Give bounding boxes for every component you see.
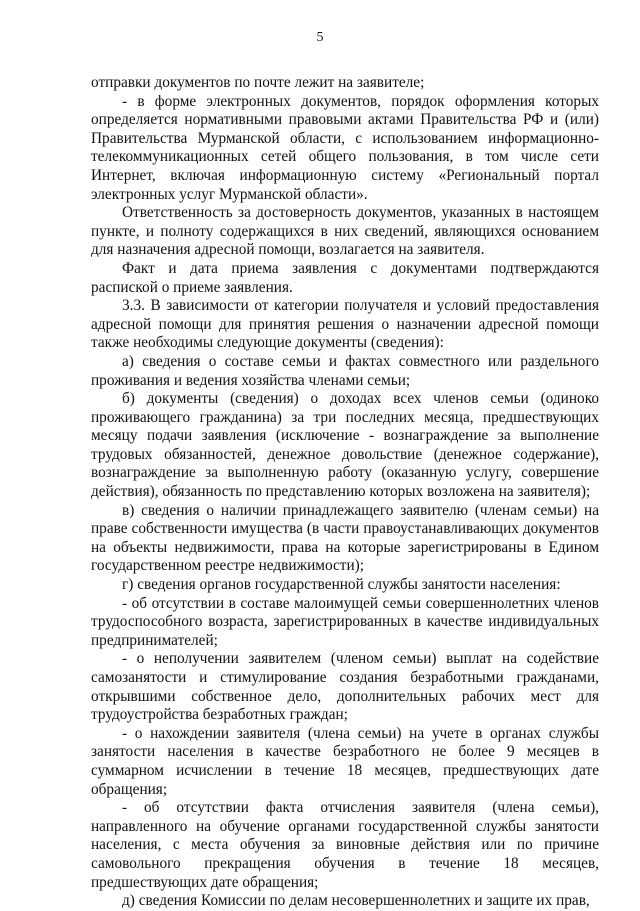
paragraph: а) сведения о составе семьи и фактах совместного или раздельного проживания и ведения хозяйства членами семьи;	[91, 352, 599, 389]
paragraph: 3.3. В зависимости от категории получателя и условий предоставления адресной помощи для принятия решения о назначении адресной помощи также необходимы следующие документы (сведения):	[91, 297, 599, 352]
paragraph: - о неполучении заявителем (членом семьи) выплат на содействие самозанятости и стимулирование создания безработными гражданами, открывшими собственное дело, дополнительных рабочих мест для трудоустройства безработных граждан;	[91, 650, 599, 724]
paragraph: отправки документов по почте лежит на заявителе;	[91, 74, 425, 91]
paragraph: в) сведения о наличии принадлежащего заявителю (членам семьи) на праве собственности имущества (в части правоустанавливающих документов на объекты недвижимости, права на которые зарегистрированы в Едином государственном реестре недвижимости);	[91, 501, 599, 575]
paragraph: Ответственность за достоверность документов, указанных в настоящем пункте, и полноту содержащихся в них сведений, являющихся основанием для назначения адресной помощи, возлагается на заявителя.	[91, 204, 599, 259]
paragraph: д) сведения Комиссии по делам несовершеннолетних и защите их прав,	[122, 892, 590, 910]
paragraph: - в форме электронных документов, порядок оформления которых определяется нормативными правовыми актами Правительства РФ и (или) Правительства Мурманской области, с использованием информационно-телекоммуникационных сетей общего пользования, в том числе сети Интернет, включая информационную систему «Региональный портал электронных услуг Мурманской области».	[91, 92, 599, 203]
paragraph: - об отсутствии в составе малоимущей семьи совершеннолетних членов трудоспособного возраста, зарегистрированных в качестве индивидуальных предпринимателей;	[91, 594, 599, 649]
paragraph: б) документы (сведения) о доходах всех членов семьи (одиноко проживающего гражданина) за три последних месяца, предшествующих месяцу подачи заявления (исключение - вознаграждение за выполнение трудовых обязанностей, денежное довольствие (денежное содержание), вознаграждение за выполненную работу (оказанную услугу, совершение действия), обязанность по представлению которых возложена на заявителя);	[91, 390, 599, 501]
document-body	[91, 74, 599, 911]
paragraph: Факт и дата приема заявления с документами подтверждаются распиской о приеме заявления.	[91, 259, 599, 296]
page-number: 5	[316, 30, 324, 45]
paragraph: - о нахождении заявителя (члена семьи) на учете в органах службы занятости населения в качестве безработного не более 9 месяцев в суммарном исчислении в течение 18 месяцев, предшествующих дате обращения;	[91, 724, 599, 798]
paragraph: - об отсутствии факта отчисления заявителя (члена семьи), направленного на обучение органами государственной службы занятости населения, с места обучения за виновные действия или по причине самовольного прекращения обучения в течение 18 месяцев, предшествующих дате обращения;	[91, 799, 599, 891]
paragraph: г) сведения органов государственной службы занятости населения:	[122, 576, 561, 594]
